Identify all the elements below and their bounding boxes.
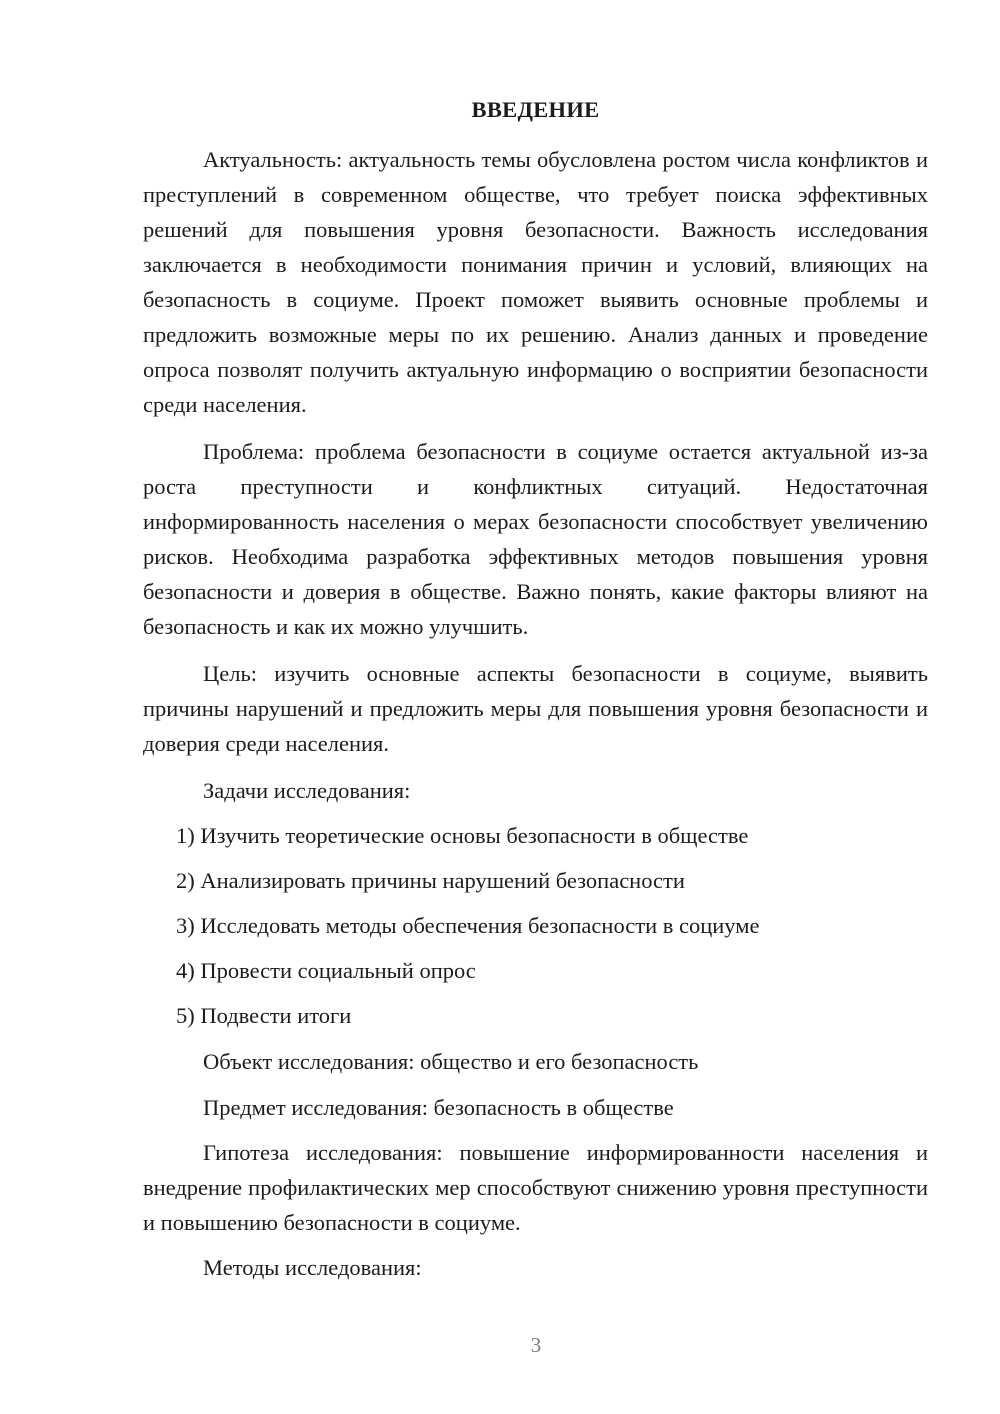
page-number: 3 bbox=[530, 1333, 542, 1357]
goal-paragraph: Цель: изучить основные аспекты безопасности в социуме, выявить причины нарушений и предложить меры для повышения уровня безопасности и доверия среди населения. bbox=[143, 661, 928, 756]
tasks-heading: Задачи исследования: bbox=[203, 778, 411, 803]
hypothesis-paragraph-block bbox=[143, 1135, 928, 1240]
task-item-1: 1) Изучить теоретические основы безопасности в обществе bbox=[176, 823, 749, 848]
relevance-paragraph: Актуальность: актуальность темы обусловлена ростом числа конфликтов и преступлений в современном обществе, что требует поиска эффективных решений для повышения уровня безопасности. Важность исследования заключается в необходимости понимания причин и условий, влияющих на безопасность в социуме. Проект поможет выявить основные проблемы и предложить возможные меры по их решению. Анализ данных и проведение опроса позволят получить актуальную информацию о восприятии безопасности среди населения. bbox=[143, 147, 928, 417]
page-title: ВВЕДЕНИЕ bbox=[471, 97, 600, 122]
problem-paragraph-block bbox=[143, 434, 928, 644]
research-object-line: Объект исследования: общество и его безопасность bbox=[203, 1049, 699, 1074]
research-subject-line: Предмет исследования: безопасность в обществе bbox=[203, 1095, 674, 1120]
task-item-2: 2) Анализировать причины нарушений безопасности bbox=[176, 868, 685, 893]
methods-heading: Методы исследования: bbox=[203, 1255, 422, 1280]
relevance-paragraph-block bbox=[143, 142, 928, 422]
problem-paragraph: Проблема: проблема безопасности в социуме остается актуальной из-за роста преступности и конфликтных ситуаций. Недостаточная информированность населения о мерах безопасности способствует увеличению рисков. Необходима разработка эффективных методов повышения уровня безопасности и доверия в обществе. Важно понять, какие факторы влияют на безопасность и как их можно улучшить. bbox=[143, 439, 928, 639]
hypothesis-paragraph: Гипотеза исследования: повышение информированности населения и внедрение профилактических мер способствуют снижению уровня преступности и повышению безопасности в социуме. bbox=[143, 1140, 928, 1235]
task-item-4: 4) Провести социальный опрос bbox=[176, 958, 476, 983]
task-item-3: 3) Исследовать методы обеспечения безопасности в социуме bbox=[176, 913, 760, 938]
task-item-5: 5) Подвести итоги bbox=[176, 1003, 352, 1028]
goal-paragraph-block bbox=[143, 656, 928, 761]
